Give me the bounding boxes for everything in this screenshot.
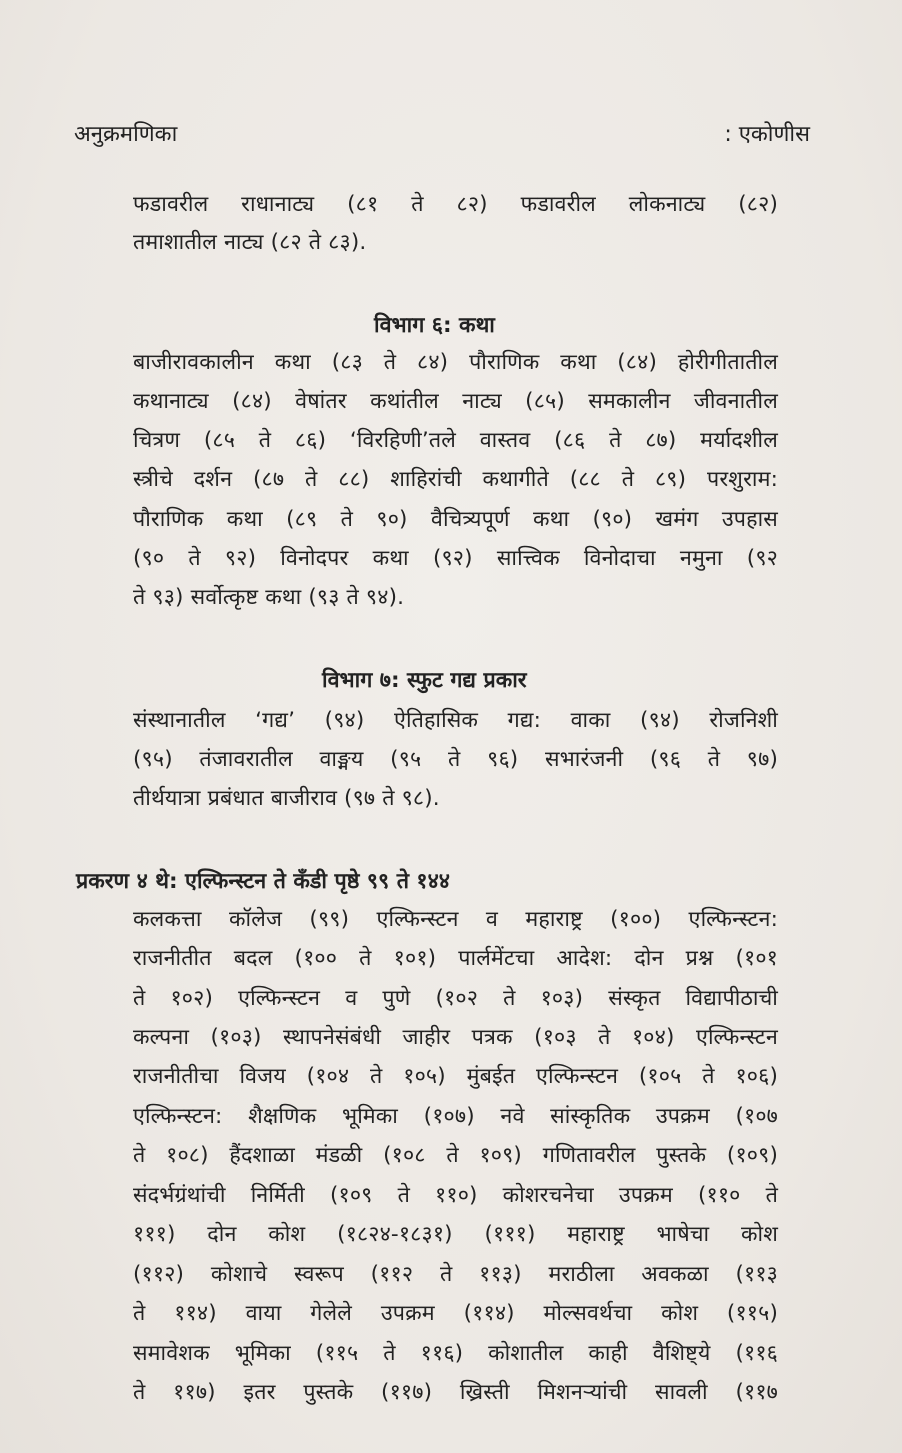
text-line: (९० ते ९२) विनोदपर कथा (९२) सात्त्विक विनोदाचा नमुना (९२ <box>133 546 778 571</box>
section-heading: विभाग ७: स्फुट गद्य प्रकार <box>322 668 527 693</box>
text-line: ते १०२) एल्फिन्स्टन व पुणे (१०२ ते १०३) संस्कृत विद्यापीठाची <box>133 986 778 1011</box>
text-line: तमाशातील नाट्य (८२ ते ८३). <box>133 230 367 255</box>
text-line: संदर्भग्रंथांची निर्मिती (१०९ ते ११०) कोशरचनेचा उपक्रम (११० ते <box>133 1183 778 1208</box>
text-line: ते ११४) वाया गेलेले उपक्रम (११४) मोल्सवर्थचा कोश (११५) <box>133 1301 778 1326</box>
text-line: ते १०८) हैंदशाळा मंडळी (१०८ ते १०९) गणितावरील पुस्तके (१०९) <box>133 1143 778 1168</box>
running-header <box>74 118 810 152</box>
text-line: बाजीरावकालीन कथा (८३ ते ८४) पौराणिक कथा (८४) होरीगीतातील <box>133 350 778 375</box>
chapter-heading: प्रकरण ४ थे: एल्फिन्स्टन ते कँडी पृष्ठे ९९ ते १४४ <box>76 869 450 894</box>
text-line: राजनीतीत बदल (१०० ते १०१) पार्लमेंटचा आदेश: दोन प्रश्न (१०१ <box>133 946 778 971</box>
text-line: कलकत्ता कॉलेज (९९) एल्फिन्स्टन व महाराष्ट्र (१००) एल्फिन्स्टन: <box>133 907 778 932</box>
text-line: स्त्रीचे दर्शन (८७ ते ८८) शाहिरांची कथागीते (८८ ते ८९) परशुराम: <box>133 467 778 492</box>
header-title: अनुक्रमणिका <box>74 122 178 147</box>
text-line: चित्रण (८५ ते ८६) ‘विरहिणी’तले वास्तव (८६ ते ८७) मर्यादशील <box>133 428 778 453</box>
text-line: एल्फिन्स्टन: शैक्षणिक भूमिका (१०७) नवे सांस्कृतिक उपक्रम (१०७ <box>133 1104 778 1129</box>
text-line: फडावरील राधानाट्य (८१ ते ८२) फडावरील लोकनाट्य (८२) <box>133 192 778 217</box>
page-number: : एकोणीस <box>724 122 810 147</box>
text-line: पौराणिक कथा (८९ ते ९०) वैचित्र्यपूर्ण कथा (९०) खमंग उपहास <box>133 507 778 532</box>
text-line: तीर्थयात्रा प्रबंधात बाजीराव (९७ ते ९८). <box>133 786 440 811</box>
text-line: ते ११७) इतर पुस्तके (११७) ख्रिस्ती मिशनऱ्यांची सावली (११७ <box>133 1380 778 1405</box>
section-heading: विभाग ६: कथा <box>374 313 495 338</box>
text-line: (११२) कोशाचे स्वरूप (११२ ते ११३) मराठीला अवकळा (११३ <box>133 1262 778 1287</box>
text-line: १११) दोन कोश (१८२४-१८३१) (१११) महाराष्ट्र भाषेचा कोश <box>133 1222 778 1247</box>
text-line: ते ९३) सर्वोत्कृष्ट कथा (९३ ते ९४). <box>133 585 405 610</box>
text-line: कल्पना (१०३) स्थापनेसंबंधी जाहीर पत्रक (१०३ ते १०४) एल्फिन्स्टन <box>133 1025 778 1050</box>
text-line: समावेशक भूमिका (११५ ते ११६) कोशातील काही वैशिष्ट्ये (११६ <box>133 1341 778 1366</box>
text-line: संस्थानातील ‘गद्य’ (९४) ऐतिहासिक गद्य: वाका (९४) रोजनिशी <box>133 708 778 733</box>
text-line: कथानाट्य (८४) वेषांतर कथांतील नाट्य (८५) समकालीन जीवनातील <box>133 389 778 414</box>
text-line: (९५) तंजावरातील वाङ्मय (९५ ते ९६) सभारंजनी (९६ ते ९७) <box>133 747 778 772</box>
text-line: राजनीतीचा विजय (१०४ ते १०५) मुंबईत एल्फिन्स्टन (१०५ ते १०६) <box>133 1064 778 1089</box>
